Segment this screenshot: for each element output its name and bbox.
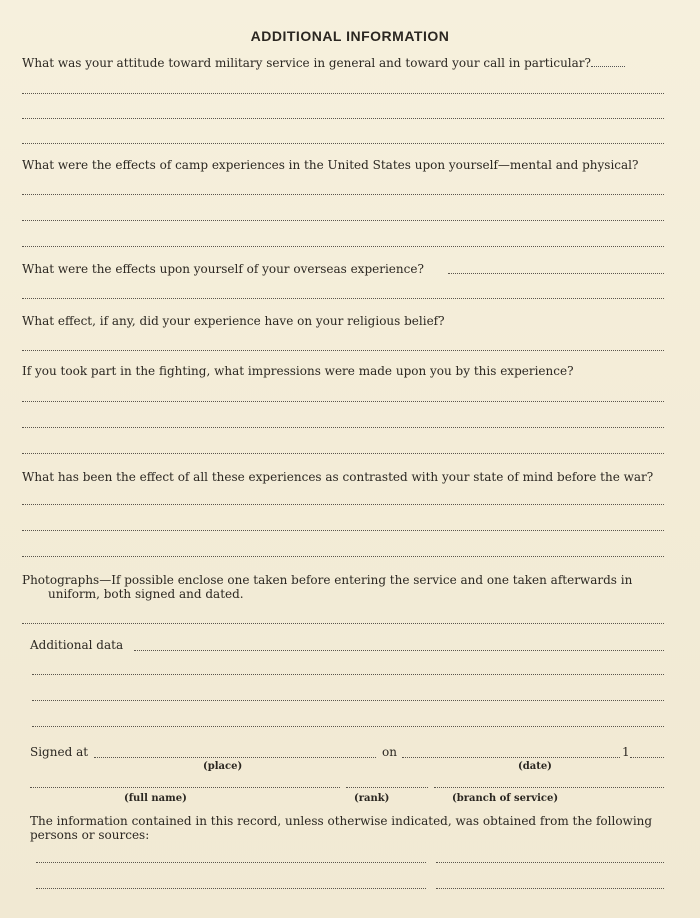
answer-line[interactable]	[32, 674, 664, 675]
answer-line[interactable]	[22, 118, 664, 119]
question-overseas-text: What were the effects upon yourself of your overseas experience?	[22, 262, 424, 276]
sources-statement-line1: The information contained in this record, unless otherwise indicated, was obtained from the following	[30, 814, 653, 828]
answer-line[interactable]	[22, 427, 664, 428]
date-caption: (date)	[518, 761, 552, 772]
answer-line[interactable]	[22, 556, 664, 557]
additional-data-field[interactable]	[134, 650, 664, 651]
answer-line[interactable]	[22, 298, 664, 299]
source-field[interactable]	[36, 862, 426, 863]
source-field[interactable]	[436, 862, 664, 863]
answer-line[interactable]	[22, 220, 664, 221]
signed-year-field[interactable]	[630, 757, 664, 758]
answer-line[interactable]	[22, 530, 664, 531]
year-prefix: 1	[622, 745, 630, 759]
question-contrast: What has been the effect of all these experiences as contrasted with your state of mind before the war?	[22, 470, 654, 484]
signed-place-field[interactable]	[94, 757, 376, 758]
question-camp-effects: What were the effects of camp experiences in the United States upon yourself—mental and physical?	[22, 158, 639, 172]
rank-field[interactable]	[346, 787, 428, 788]
answer-line[interactable]	[22, 246, 664, 247]
source-field[interactable]	[436, 888, 664, 889]
answer-line[interactable]	[22, 194, 664, 195]
answer-field-overseas[interactable]	[448, 273, 664, 274]
question-attitude	[22, 55, 672, 70]
full-name-field[interactable]	[30, 787, 340, 788]
answer-line[interactable]	[22, 623, 664, 624]
answer-line[interactable]	[22, 143, 664, 144]
question-fighting: If you took part in the fighting, what impressions were made upon you by this experience?	[22, 364, 574, 378]
source-field[interactable]	[36, 888, 426, 889]
signed-at-label: Signed at	[30, 745, 89, 759]
place-caption: (place)	[203, 761, 243, 772]
answer-line[interactable]	[32, 726, 664, 727]
answer-line[interactable]	[22, 453, 664, 454]
signed-on-label: on	[382, 745, 397, 759]
photographs-instruction-line2: uniform, both signed and dated.	[48, 587, 244, 601]
answer-line[interactable]	[32, 700, 664, 701]
rank-caption: (rank)	[354, 793, 390, 804]
answer-field-attitude-lead[interactable]	[591, 55, 625, 67]
answer-line[interactable]	[22, 350, 664, 351]
photographs-instruction-line1: Photographs—If possible enclose one taken before entering the service and one taken afterwards in	[22, 573, 633, 587]
question-attitude-text: What was your attitude toward military service in general and toward your call in particular?	[22, 56, 591, 70]
answer-line[interactable]	[22, 401, 664, 402]
signed-date-field[interactable]	[402, 757, 620, 758]
answer-line[interactable]	[22, 93, 664, 94]
answer-line[interactable]	[22, 504, 664, 505]
page-title: ADDITIONAL INFORMATION	[250, 28, 450, 44]
branch-field[interactable]	[434, 787, 664, 788]
question-religious: What effect, if any, did your experience have on your religious belief?	[22, 314, 445, 328]
additional-data-label: Additional data	[30, 638, 124, 652]
sources-statement-line2: persons or sources:	[30, 828, 150, 842]
full-name-caption: (full name)	[124, 793, 187, 804]
branch-caption: (branch of service)	[452, 793, 559, 804]
